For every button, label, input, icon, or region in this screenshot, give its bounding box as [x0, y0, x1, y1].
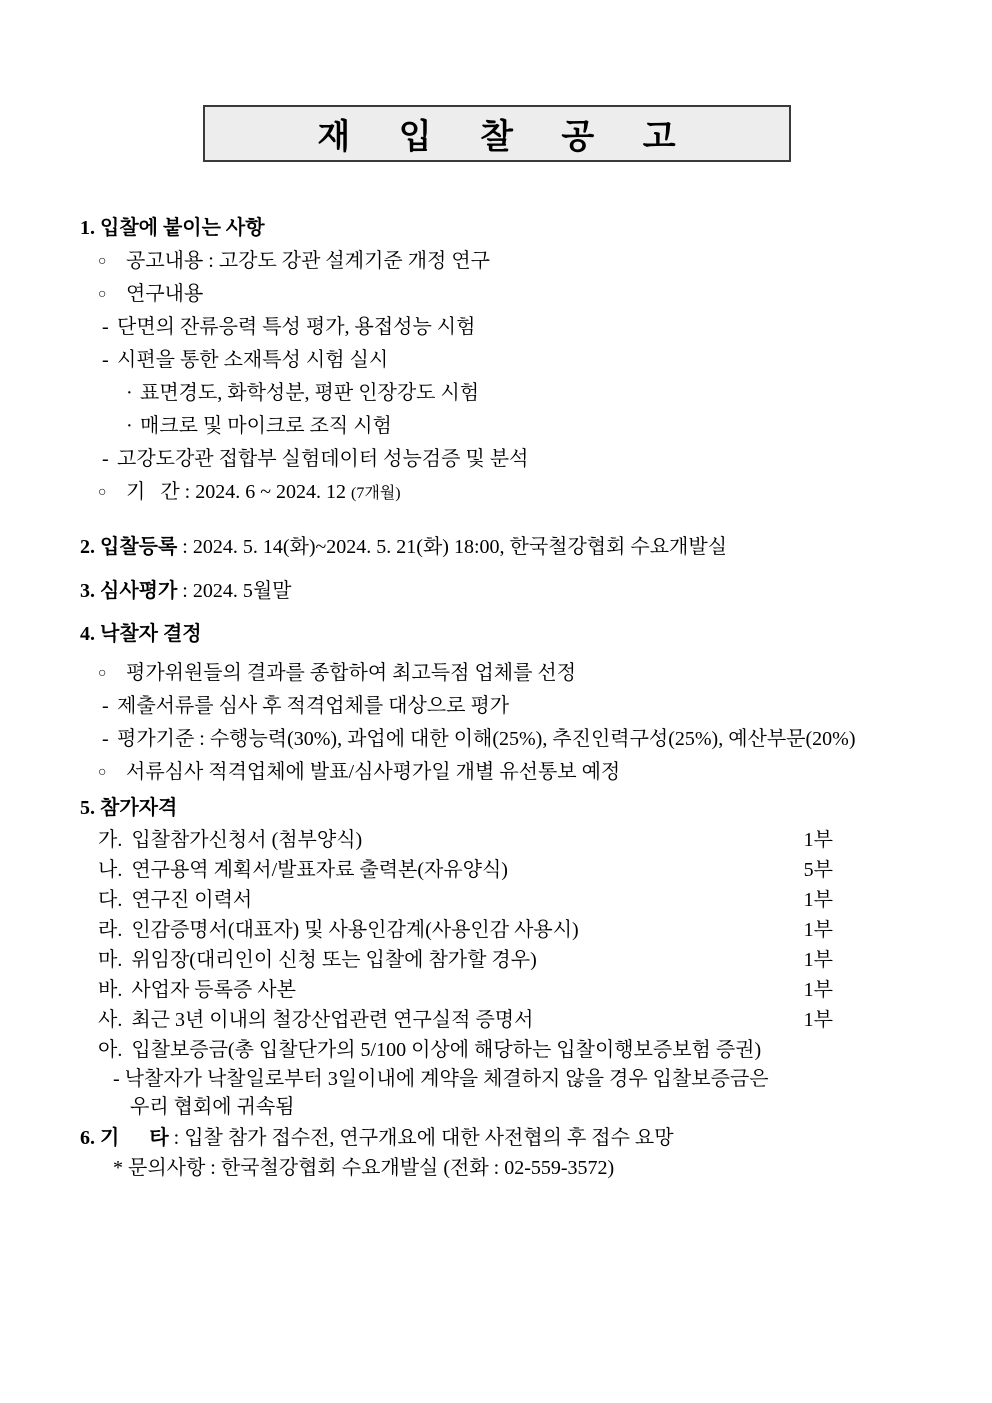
document-text: 위임장(대리인이 신청 또는 입찰에 참가할 경우): [131, 949, 537, 971]
document-quantity: 1부: [803, 889, 833, 911]
section-2: [80, 531, 942, 564]
section-3: [80, 575, 942, 608]
document-row: [98, 975, 833, 1005]
section-6: [80, 1123, 942, 1183]
dash-bullet-icon: -: [102, 349, 109, 371]
list-item-text: [126, 476, 401, 510]
circle-bullet-icon: ○: [98, 287, 107, 302]
section6-text: : 입찰 참가 접수전, 연구개요에 대한 사전협의 후 접수 요망: [168, 1127, 674, 1149]
document-quantity: 1부: [803, 919, 833, 941]
document-row: [98, 1005, 833, 1035]
list-item-text: 공고내용 : 고강도 강관 설계기준 개정 연구: [126, 250, 490, 272]
document-quantity: 1부: [803, 829, 833, 851]
document-row: [98, 855, 833, 885]
document-text: 인감증명서(대표자) 및 사용인감계(사용인감 사용시): [131, 919, 579, 941]
document-text: 연구용역 계획서/발표자료 출력본(자유양식): [131, 859, 508, 881]
list-item: [80, 690, 942, 723]
list-item: [80, 410, 942, 443]
list-item: [80, 311, 942, 344]
list-item-text: 매크로 및 마이크로 조직 시험: [140, 415, 392, 437]
document-name: [98, 975, 296, 1005]
document-text: 사업자 등록증 사본: [131, 979, 296, 1001]
document-quantity: 5부: [803, 859, 833, 881]
document-text: 입찰참가신청서 (첨부양식): [131, 829, 363, 851]
document-row: [98, 1035, 833, 1065]
dash-bullet-icon: -: [102, 728, 109, 750]
list-item: [80, 476, 942, 510]
list-item: [80, 377, 942, 410]
document-quantity: 1부: [803, 979, 833, 1001]
list-item: [80, 443, 942, 476]
document-name: [98, 945, 537, 975]
document-label: 다.: [98, 889, 123, 911]
circle-bullet-icon: ○: [98, 254, 107, 269]
circle-bullet-icon: ○: [98, 485, 107, 500]
dash-bullet-icon: -: [102, 448, 109, 470]
document-quantity: 1부: [803, 1009, 833, 1031]
document-label: 바.: [98, 979, 123, 1001]
document-row: [98, 945, 833, 975]
list-item-text: 단면의 잔류응력 특성 평가, 용접성능 시험: [117, 316, 476, 338]
list-item: [80, 278, 942, 311]
list-item: [80, 344, 942, 377]
document-name: [98, 915, 579, 945]
list-item: [80, 723, 942, 756]
section-1: [80, 212, 942, 510]
list-item: [80, 657, 942, 690]
document-row: [98, 825, 833, 855]
document-text: 입찰보증금(총 입찰단가의 5/100 이상에 해당하는 입찰이행보증보험 증권): [131, 1039, 762, 1061]
section1-heading: 1. 입찰에 붙이는 사항: [80, 217, 265, 239]
section2-text: : 2024. 5. 14(화)~2024. 5. 21(화) 18:00, 한국철강협회 수요개발실: [177, 536, 728, 558]
period-text: 기 간 : 2024. 6 ~ 2024. 12: [126, 481, 352, 503]
period-duration: (7개월): [351, 485, 401, 502]
document-name: [98, 885, 252, 915]
circle-bullet-icon: ○: [98, 765, 107, 780]
deposit-note-line1: - 낙찰자가 낙찰일로부터 3일이내에 계약을 체결하지 않을 경우 입찰보증금은: [113, 1068, 769, 1090]
list-item-text: 표면경도, 화학성분, 평판 인장강도 시험: [140, 382, 480, 404]
list-item-text: 고강도강관 접합부 실험데이터 성능검증 및 분석: [117, 448, 529, 470]
section6-line: [80, 1123, 942, 1153]
list-item: [80, 756, 942, 789]
document-label: 마.: [98, 949, 123, 971]
document-label: 아.: [98, 1039, 123, 1061]
document-row: [98, 885, 833, 915]
dash-bullet-icon: -: [102, 695, 109, 717]
document-name: [98, 1005, 533, 1035]
deposit-note-line2: 우리 협회에 귀속됨: [130, 1096, 295, 1118]
section5-heading: 5. 참가자격: [80, 797, 178, 819]
contact-info: * 문의사항 : 한국철강협회 수요개발실 (전화 : 02-559-3572): [113, 1157, 615, 1179]
document-label: 가.: [98, 829, 123, 851]
document-label: 라.: [98, 919, 123, 941]
section-4: [80, 618, 942, 789]
list-item-text: 제출서류를 심사 후 적격업체를 대상으로 평가: [117, 695, 510, 717]
list-item-text: 시편을 통한 소재특성 시험 실시: [117, 349, 389, 371]
list-item-text: 서류심사 적격업체에 발표/심사평가일 개별 유선통보 예정: [126, 761, 621, 783]
document-body: [80, 212, 942, 1183]
section6-label: 6. 기 타: [80, 1127, 169, 1149]
document-label: 사.: [98, 1009, 123, 1031]
dash-bullet-icon: -: [102, 316, 109, 338]
document-text: 연구진 이력서: [131, 889, 253, 911]
dot-bullet-icon: ·: [126, 382, 133, 404]
document-text: 최근 3년 이내의 철강산업관련 연구실적 증명서: [131, 1009, 534, 1031]
document-quantity: 1부: [803, 949, 833, 971]
list-item-text: 평가기준 : 수행능력(30%), 과업에 대한 이해(25%), 추진인력구성(25%), 예산부문(20%): [117, 728, 856, 750]
title-box: [203, 105, 791, 162]
section4-heading: 4. 낙찰자 결정: [80, 623, 202, 645]
list-item-text: 연구내용: [126, 283, 204, 305]
list-item-text: 평가위원들의 결과를 종합하여 최고득점 업체를 선정: [126, 662, 577, 684]
document-label: 나.: [98, 859, 123, 881]
document-name: [98, 855, 508, 885]
list-item: [80, 245, 942, 278]
section2-label: 2. 입찰등록: [80, 536, 178, 558]
section-5: [80, 792, 942, 1121]
document-name: [98, 825, 362, 855]
document-title: 재 입 찰 공 고: [317, 119, 677, 156]
document-row: [98, 915, 833, 945]
dot-bullet-icon: ·: [126, 415, 133, 437]
section3-text: : 2024. 5월말: [177, 580, 292, 602]
document-name: [98, 1035, 761, 1065]
circle-bullet-icon: ○: [98, 666, 107, 681]
section3-label: 3. 심사평가: [80, 580, 178, 602]
